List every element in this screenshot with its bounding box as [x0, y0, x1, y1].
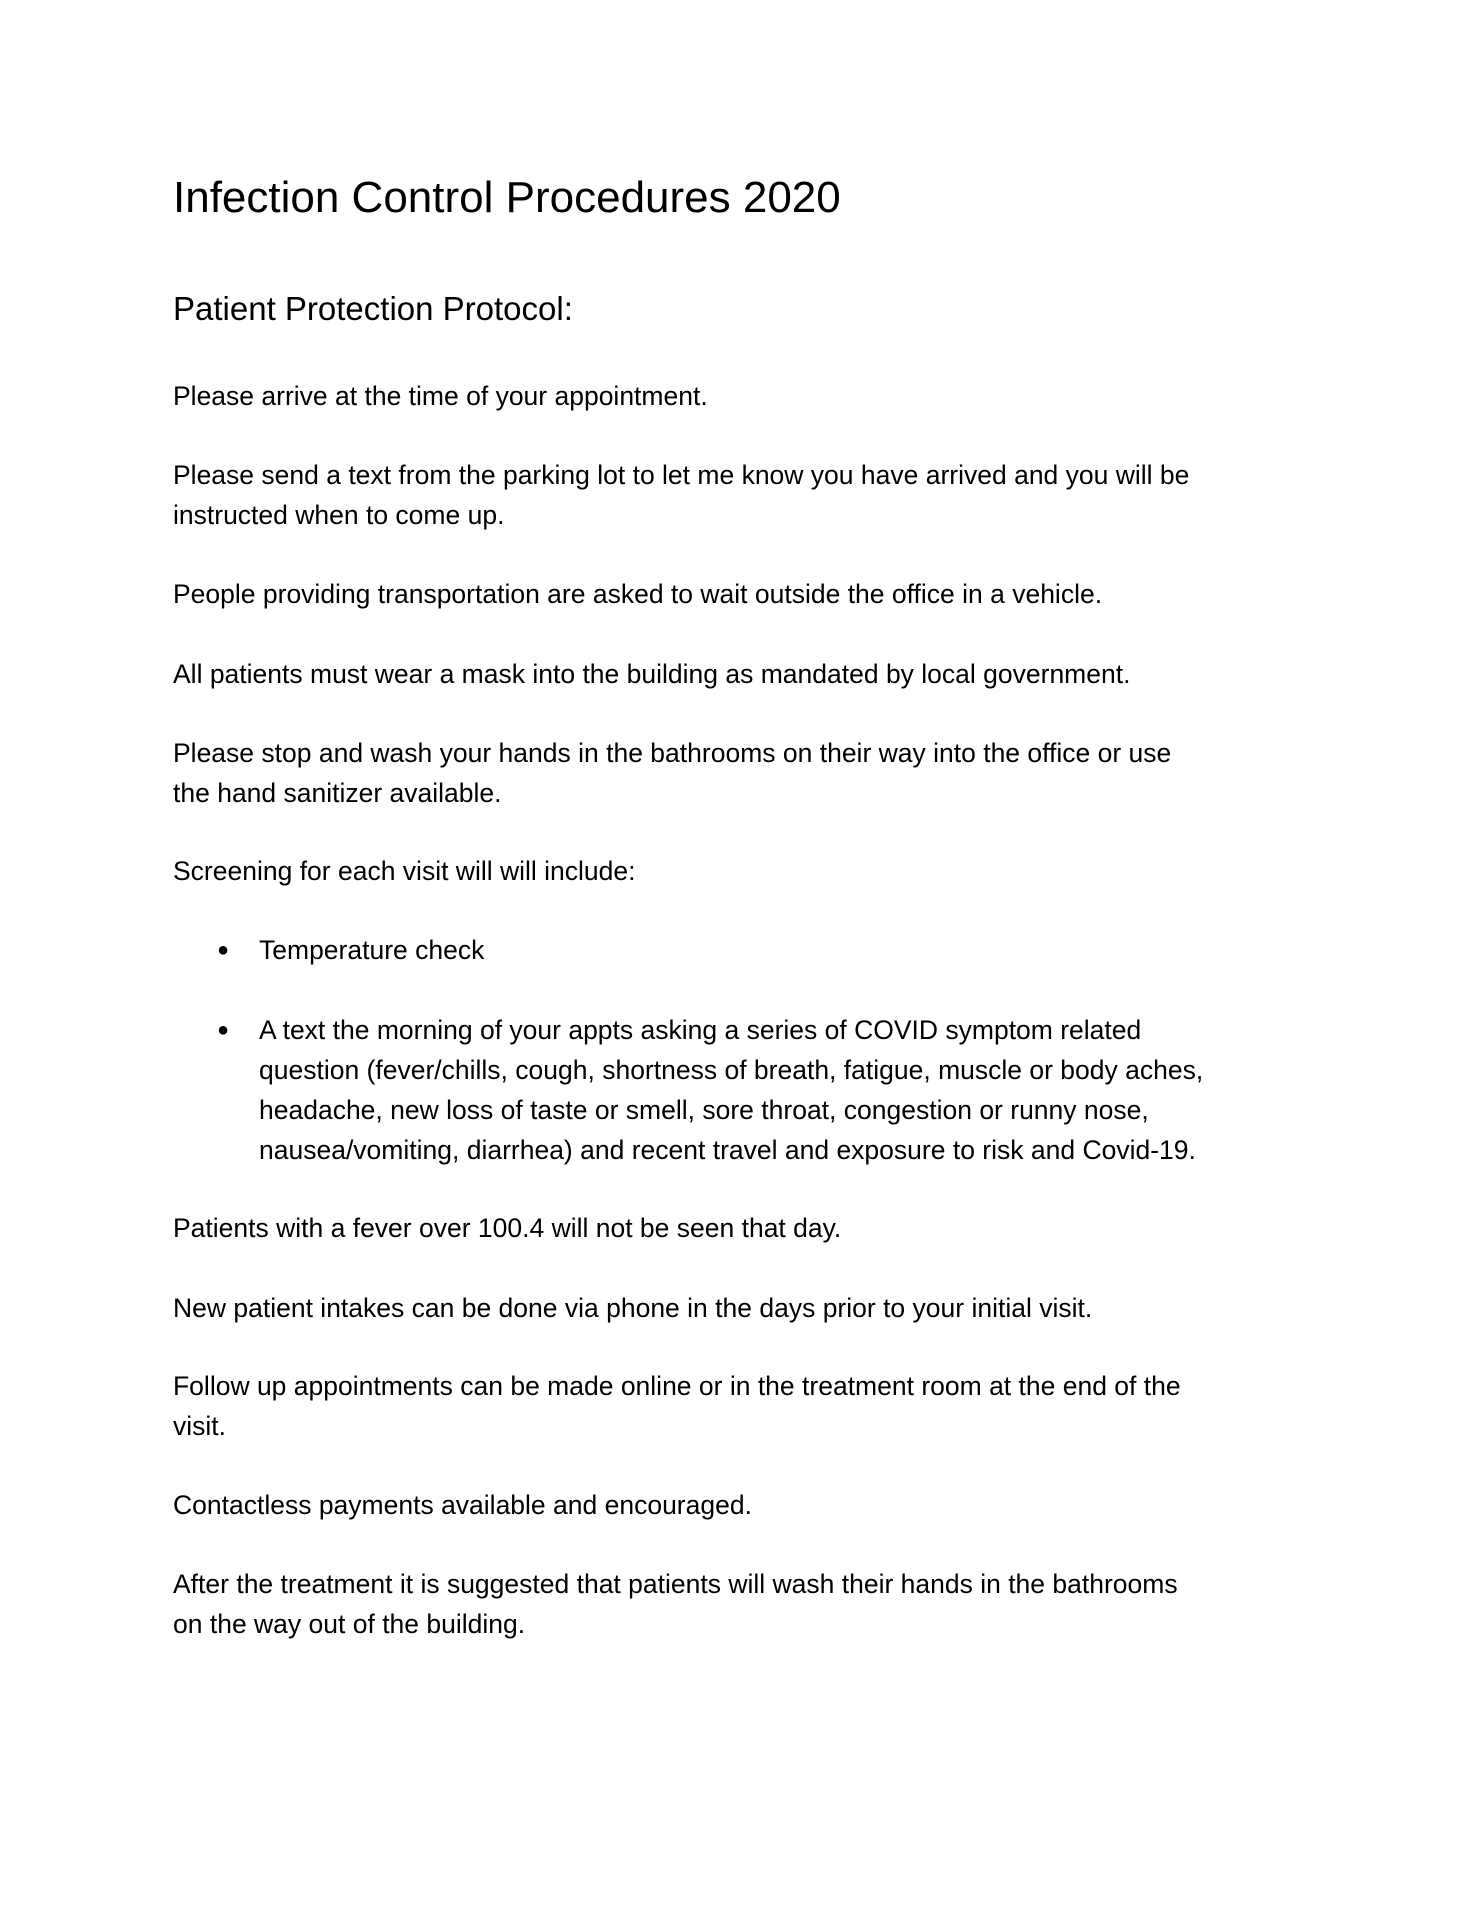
- paragraph-after-treatment: [173, 1564, 1178, 1644]
- text-line: People providing transportation are asked to wait outside the office in a vehicle.: [173, 579, 1103, 609]
- paragraph-transportation: [173, 574, 1102, 614]
- bullet-icon: ●: [217, 1019, 230, 1041]
- text-line: All patients must wear a mask into the building as mandated by local government.: [173, 659, 1131, 689]
- bullet-item-text-screening: [217, 1010, 1204, 1170]
- text-line: Please arrive at the time of your appointment.: [173, 381, 708, 411]
- document-title: [173, 173, 841, 223]
- paragraph-fever: [173, 1208, 841, 1248]
- text-line: on the way out of the building.: [173, 1609, 526, 1639]
- paragraph-wash-hands: [173, 733, 1171, 813]
- bullet-icon: ●: [217, 939, 230, 961]
- subtitle-text: Patient Protection Protocol:: [173, 290, 573, 327]
- title-text: Infection Control Procedures 2020: [173, 173, 841, 222]
- text-line: New patient intakes can be done via phone in the days prior to your initial visit.: [173, 1293, 1093, 1323]
- text-line: question (fever/chills, cough, shortness of breath, fatigue, muscle or body aches,: [259, 1055, 1204, 1085]
- text-line: Temperature check: [259, 935, 485, 965]
- text-line: instructed when to come up.: [173, 500, 505, 530]
- section-heading: [173, 289, 573, 329]
- text-line: headache, new loss of taste or smell, sore throat, congestion or runny nose,: [259, 1095, 1149, 1125]
- text-line: visit.: [173, 1411, 226, 1441]
- bullet-item-temperature: [217, 930, 485, 970]
- text-line: After the treatment it is suggested that patients will wash their hands in the bathrooms: [173, 1569, 1178, 1599]
- text-line: nausea/vomiting, diarrhea) and recent travel and exposure to risk and Covid-19.: [259, 1135, 1196, 1165]
- paragraph-arrive: [173, 376, 708, 416]
- text-line: Please send a text from the parking lot to let me know you have arrived and you will be: [173, 460, 1190, 490]
- text-line: Screening for each visit will will include:: [173, 856, 636, 886]
- paragraph-intakes: [173, 1288, 1092, 1328]
- paragraph-payments: [173, 1485, 752, 1525]
- text-line: Please stop and wash your hands in the bathrooms on their way into the office or use: [173, 738, 1172, 768]
- text-line: A text the morning of your appts asking a series of COVID symptom related: [259, 1015, 1142, 1045]
- paragraph-screening: [173, 851, 635, 891]
- paragraph-follow-up: [173, 1366, 1181, 1446]
- paragraph-text-parking: [173, 455, 1189, 535]
- text-line: Patients with a fever over 100.4 will not be seen that day.: [173, 1213, 842, 1243]
- paragraph-mask: [173, 654, 1130, 694]
- text-line: the hand sanitizer available.: [173, 778, 502, 808]
- text-line: Follow up appointments can be made online or in the treatment room at the end of the: [173, 1371, 1181, 1401]
- text-line: Contactless payments available and encouraged.: [173, 1490, 752, 1520]
